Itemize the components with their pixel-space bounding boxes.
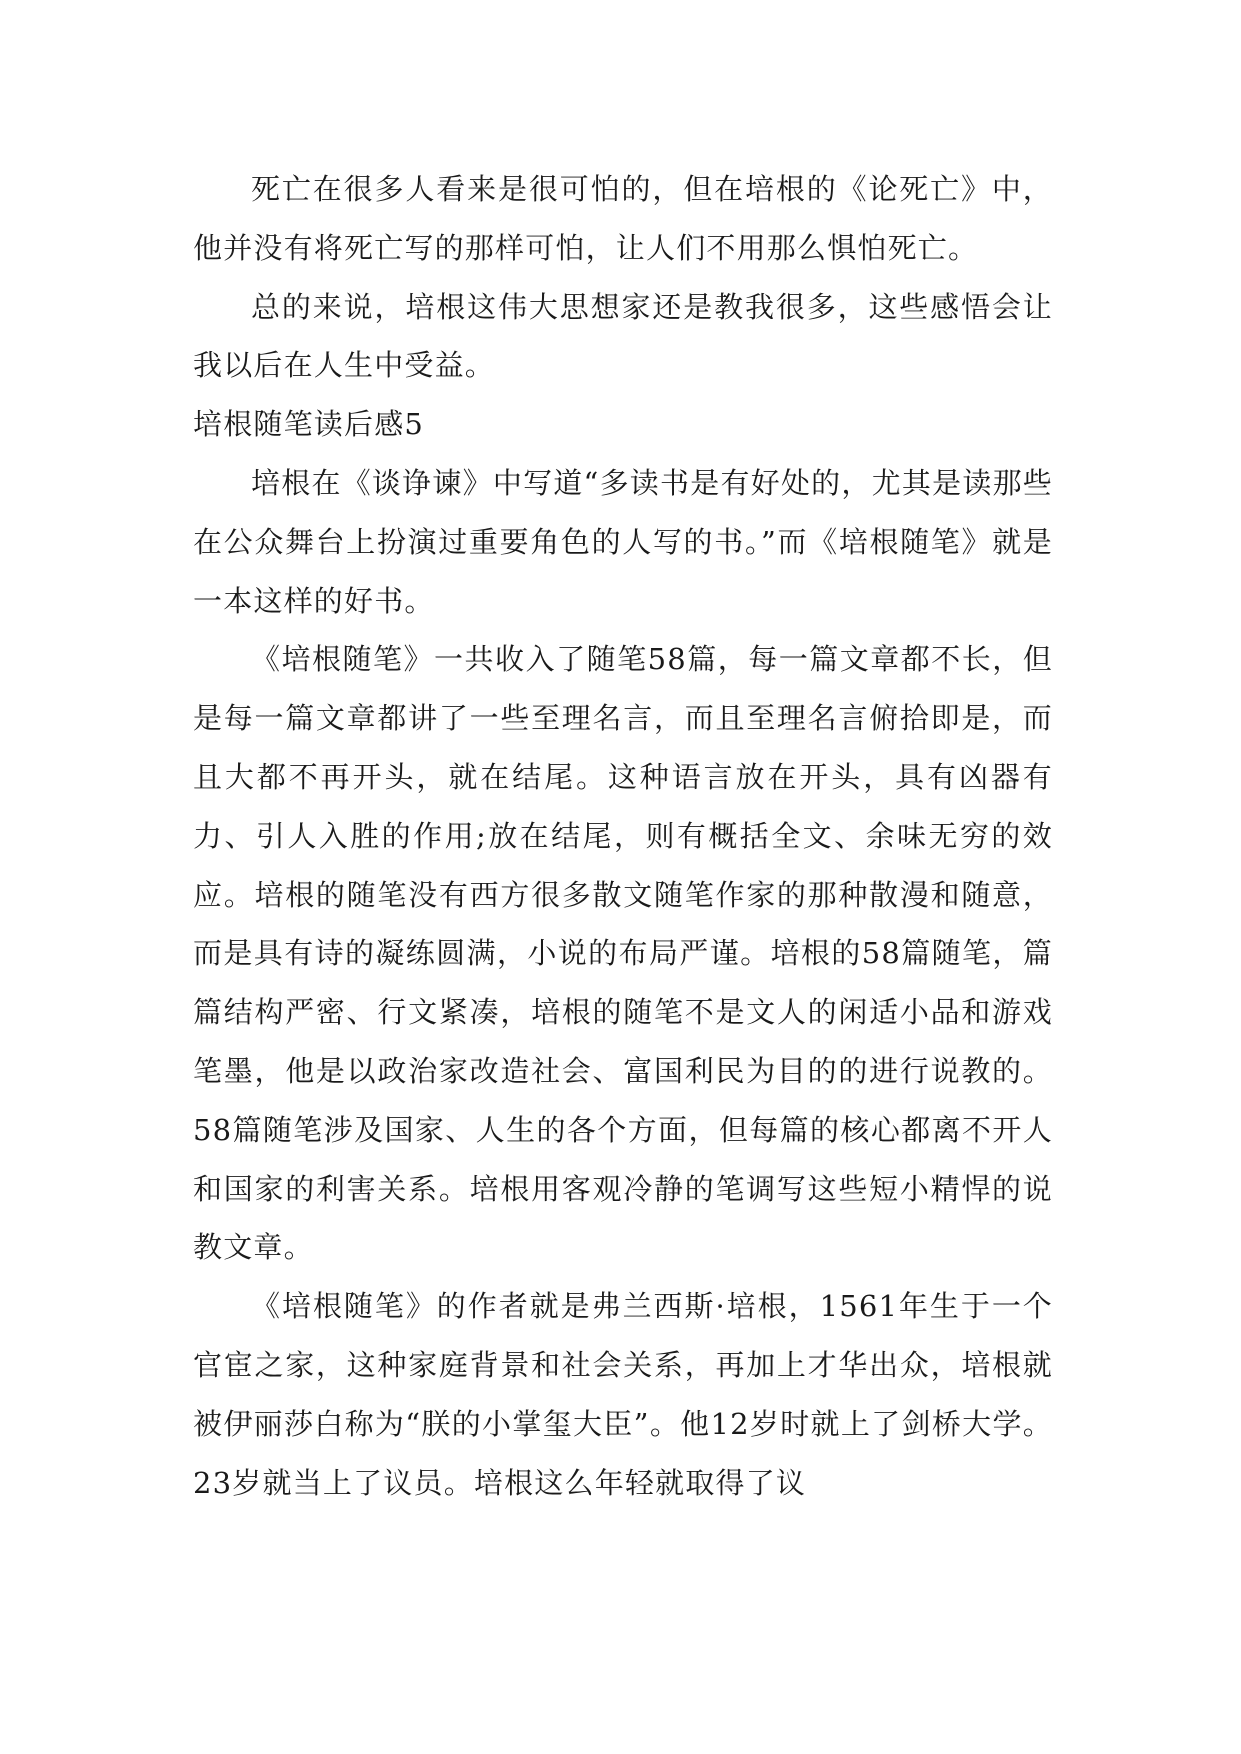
- paragraph-essays-overview: 《培根随笔》一共收入了随笔58篇，每一篇文章都不长，但是每一篇文章都讲了一些至理名言，而且至理名言俯拾即是，而且大都不再开头，就在结尾。这种语言放在开头，具有凶器有力、引人入胜的作用;放在结尾，则有概括全文、余味无穷的效应。培根的随笔没有西方很多散文随笔作家的那种散漫和随意，而是具有诗的凝练圆满，小说的布局严谨。培根的58篇随笔，篇篇结构严密、行文紧凑，培根的随笔不是文人的闲适小品和游戏笔墨，他是以政治家改造社会、富国利民为目的的进行说教的。58篇随笔涉及国家、人生的各个方面，但每篇的核心都离不开人和国家的利害关系。培根用客观冷静的笔调写这些短小精悍的说教文章。: [193, 642, 1053, 1265]
- paragraph-author-bio: 《培根随笔》的作者就是弗兰西斯·培根，1561年生于一个官宦之家，这种家庭背景和社会关系，再加上才华出众，培根就被伊丽莎白称为“朕的小掌玺大臣”。他12岁时就上了剑桥大学。23岁就当上了议员。培根这么年轻就取得了议: [193, 1289, 1053, 1500]
- paragraph-death: 死亡在很多人看来是很可怕的，但在培根的《论死亡》中，他并没有将死亡写的那样可怕，让人们不用那么惧怕死亡。: [193, 172, 1053, 265]
- section-heading: 培根随笔读后感5: [193, 407, 425, 442]
- document-body: [193, 160, 1053, 1512]
- paragraph-summary: 总的来说，培根这伟大思想家还是教我很多，这些感悟会让我以后在人生中受益。: [193, 289, 1053, 383]
- paragraph-remonstrance: 培根在《谈诤谏》中写道“多读书是有好处的，尤其是读那些在公众舞台上扮演过重要角色的人写的书。”而《培根随笔》就是一本这样的好书。: [193, 465, 1053, 618]
